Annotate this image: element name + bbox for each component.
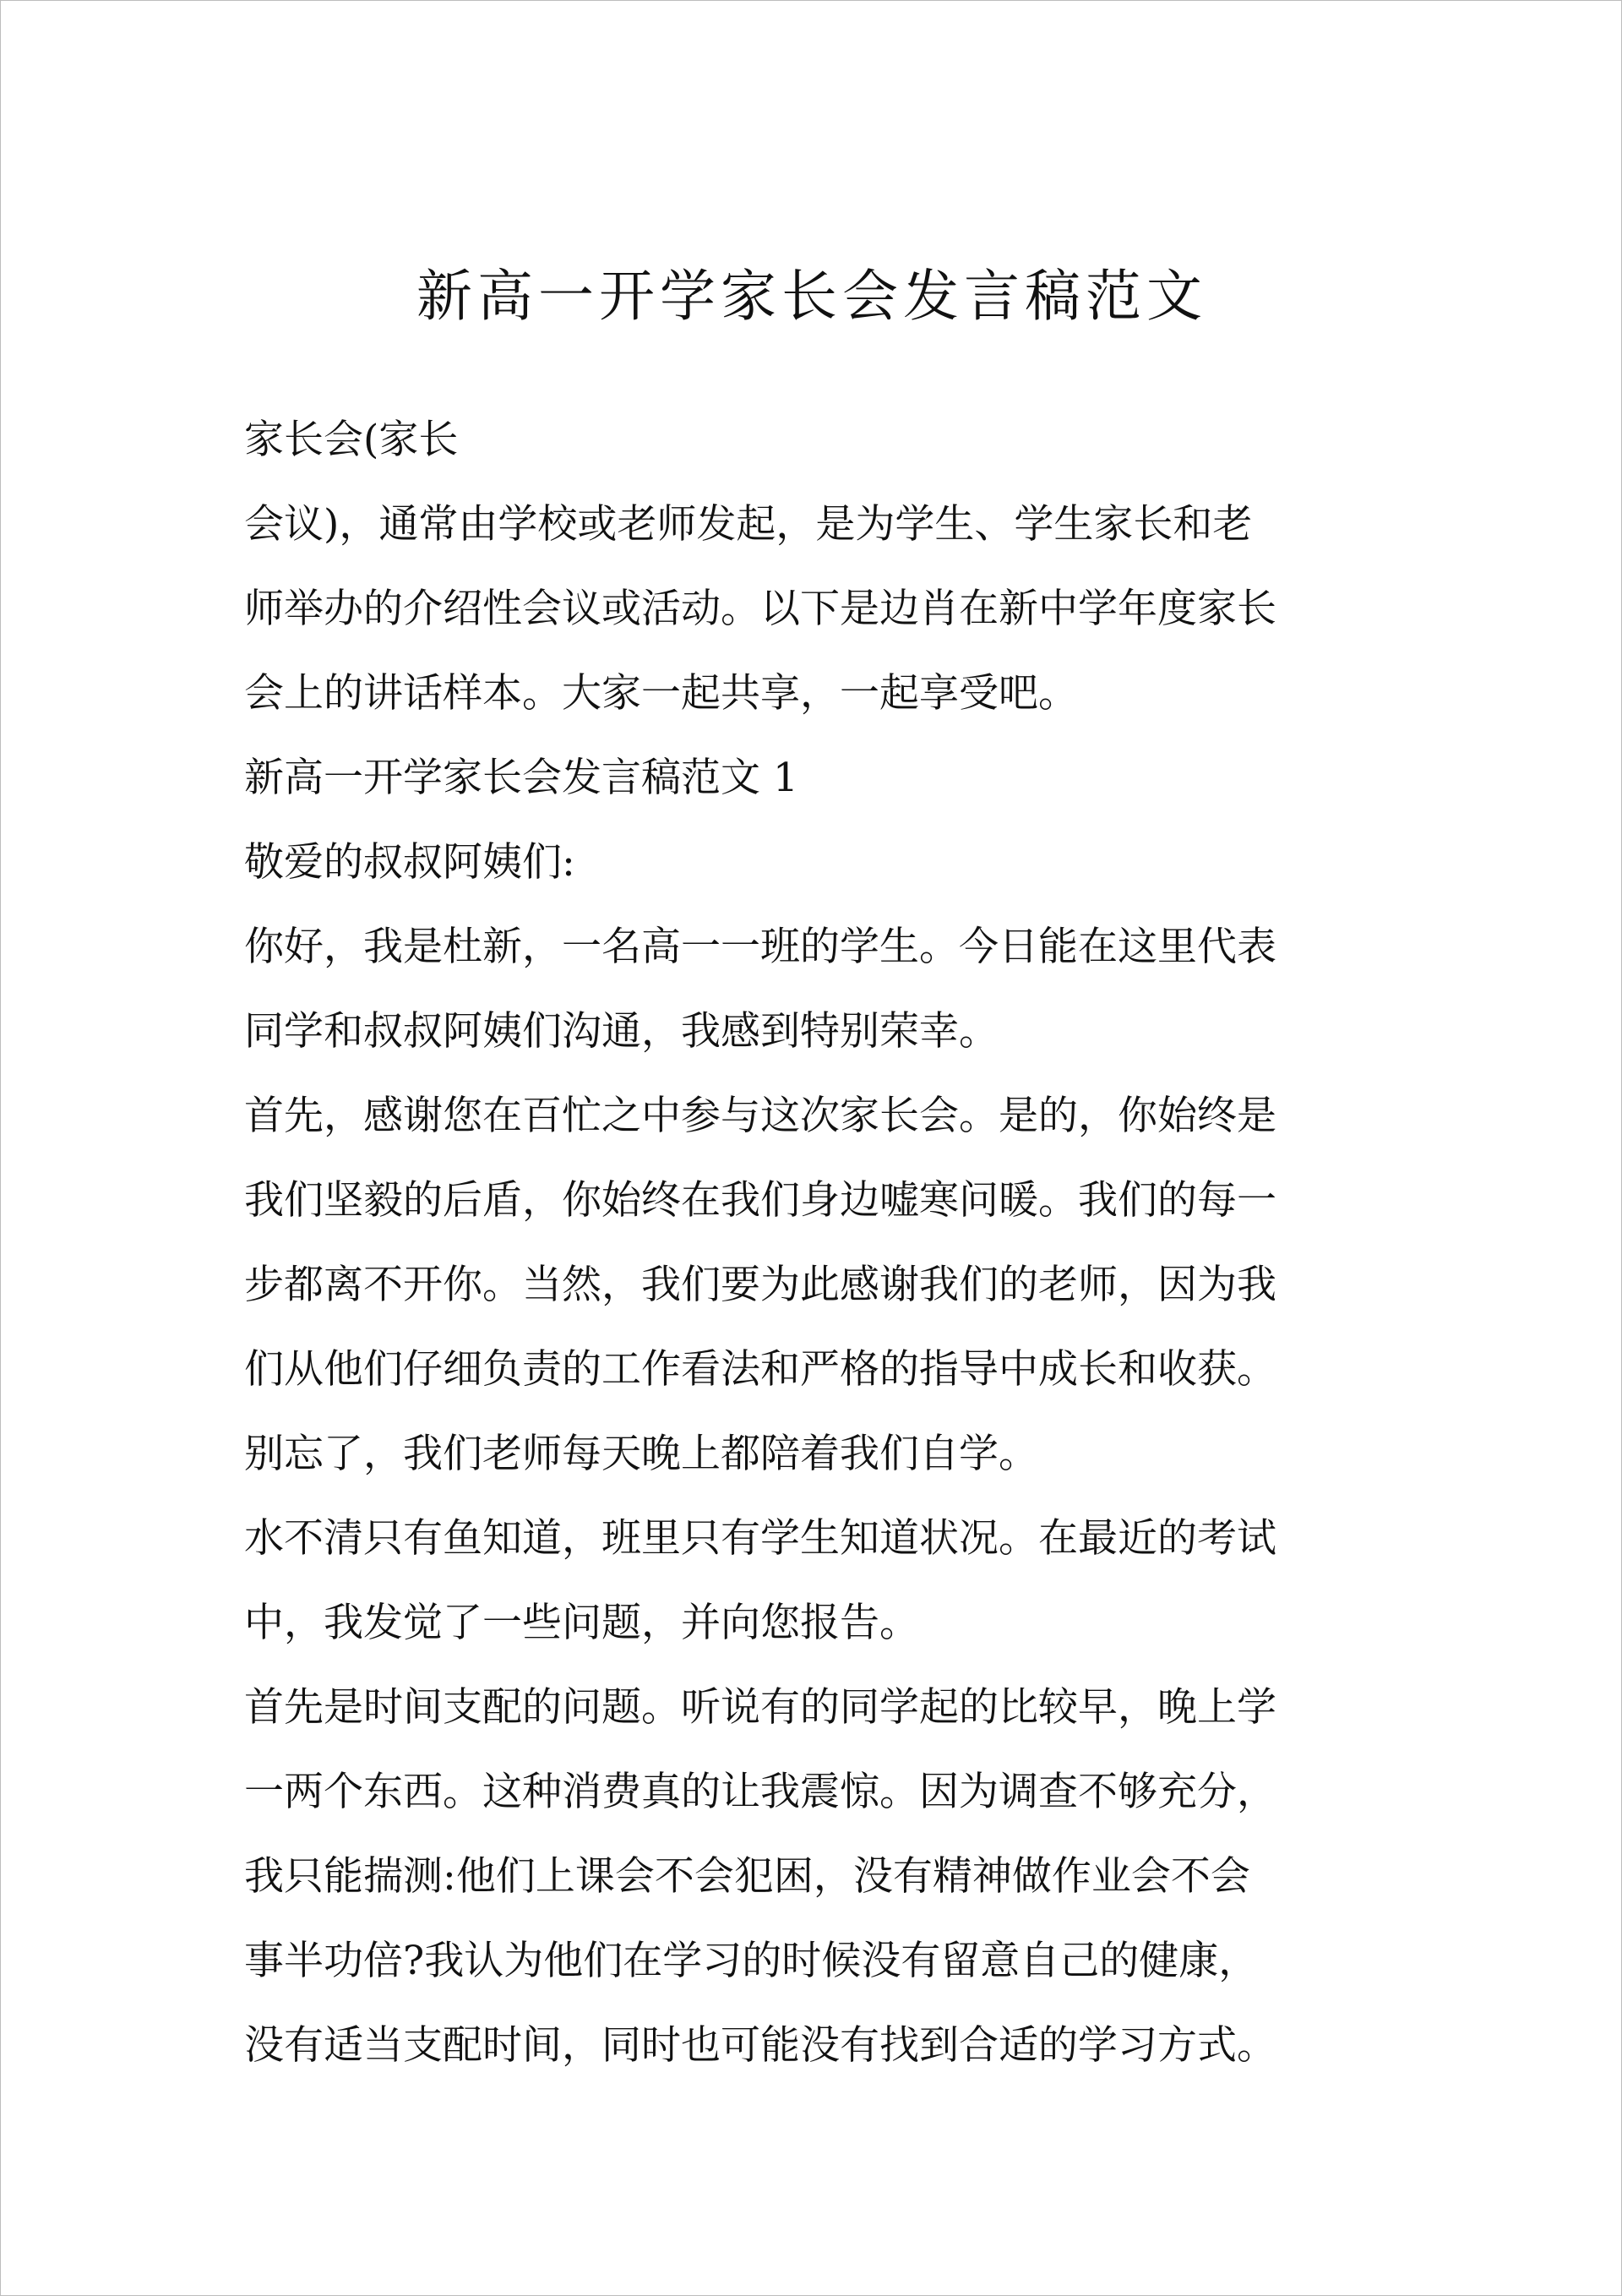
paragraph-line: 一两个东西。这种消费真的让我震惊。因为调查不够充分， bbox=[244, 1769, 1276, 1815]
salutation: 敬爱的叔叔阿姨们: bbox=[244, 839, 575, 886]
paragraph-line: 师举办的介绍性会议或活动。以下是边肖在新中学年度家长 bbox=[244, 586, 1276, 632]
paragraph-line: 别忘了，我们老师每天晚上都陪着我们自学。 bbox=[244, 1431, 1038, 1477]
paragraph-line: 首先是时间支配的问题。听说有的同学起的比较早，晚上学 bbox=[244, 1684, 1276, 1731]
document-title: 新高一开学家长会发言稿范文 bbox=[416, 264, 1207, 329]
paragraph-line: 我只能揣测:他们上课会不会犯困，没有精神做作业会不会 bbox=[244, 1853, 1250, 1900]
section-heading: 新高一开学家长会发言稿范文 1 bbox=[244, 755, 798, 801]
paragraph-line: 水不清只有鱼知道，班里只有学生知道状况。在最近的考试 bbox=[244, 1515, 1276, 1562]
paragraph-line: 家长会(家长 bbox=[244, 417, 459, 463]
paragraph-line: 步都离不开你。当然，我们要为此感谢我们的老师，因为我 bbox=[244, 1262, 1276, 1308]
paragraph-line: 们从他们仔细负责的工作看法和严格的指导中成长和收获。 bbox=[244, 1346, 1276, 1393]
paragraph-line: 同学和叔叔阿姨们沟通，我感到特别荣幸。 bbox=[244, 1008, 999, 1055]
paragraph-line: 没有适当支配时间，同时也可能没有找到合适的学习方式。 bbox=[244, 2022, 1276, 2069]
document-body bbox=[244, 398, 1385, 2088]
paragraph-line: 我们坚毅的后盾，你始终在我们身边嘘寒问暖。我们的每一 bbox=[244, 1177, 1276, 1224]
paragraph-line: 事半功倍?我认为他们在学习的时候没有留意自己的健康， bbox=[244, 1938, 1259, 1984]
paragraph-line: 首先，感谢您在百忙之中参与这次家长会。是的，你始终是 bbox=[244, 1093, 1276, 1139]
paragraph-line: 中，我发觉了一些问题，并向您报告。 bbox=[244, 1600, 919, 1646]
paragraph-line: 会上的讲话样本。大家一起共享，一起享受吧。 bbox=[244, 670, 1078, 717]
paragraph-line: 你好，我是杜新，一名高一一班的学生。今日能在这里代表 bbox=[244, 924, 1276, 970]
paragraph-line: 会议)，通常由学校或老师发起，是为学生、学生家长和老 bbox=[244, 501, 1253, 548]
